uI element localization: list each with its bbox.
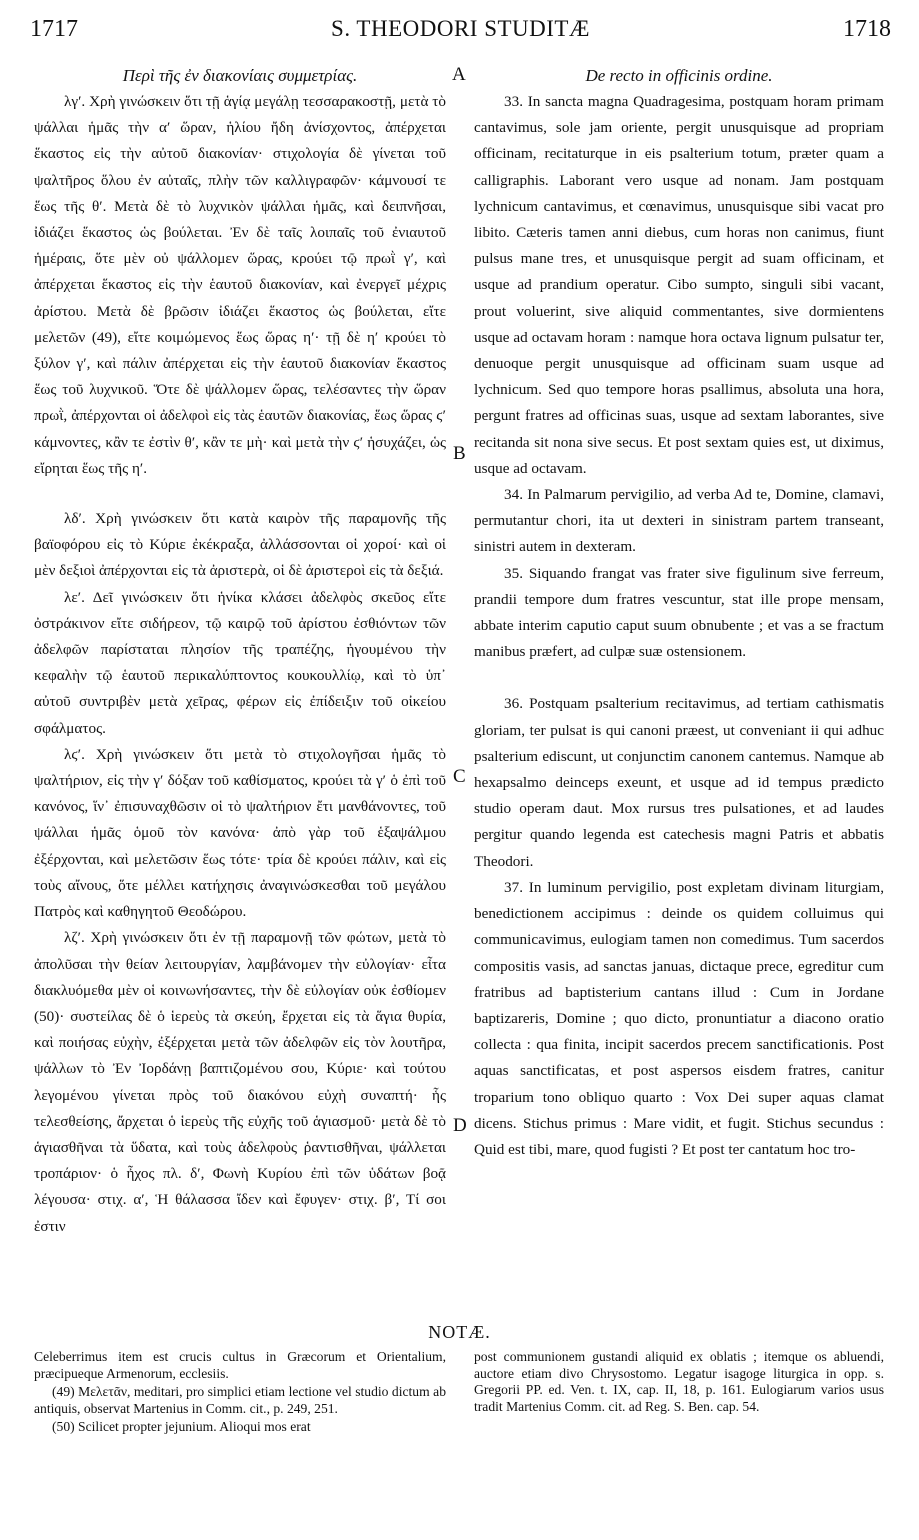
note-text: (50) Scilicet propter jejunium. Alioqui mos erat [52,1419,311,1434]
note-text: (49) Μελετᾶν, meditari, pro simplici etiam lectione vel studio dictum ab antiquis, observat Martenius in Comm. cit., p. 249, 251. [34,1384,446,1416]
notes-right-column [474,1349,884,1417]
left-page-number: 1717 [30,16,78,42]
margin-letter-b: B [453,443,466,464]
notes-title: NOTÆ. [428,1322,491,1342]
greek-section-title: Περὶ τῆς ἐν διακονίαις συμμετρίας. [122,66,358,85]
notes-left-column [34,1349,446,1438]
note-text: Celeberrimus item est crucis cultus in Græcorum et Orientalium, præcipueque Armenorum, ecclesiis. [34,1349,446,1381]
margin-letter-a: A [452,64,466,85]
latin-paragraph: 35. Siquando frangat vas frater sive figulinum sive ferreum, prandii tempore dum fratres vescuntur, stat ille prope mensam, abbate interim caputio caput suum obnubente ; et vas a se fractum manibus præfert, ad culpæ suæ ostensionem. [474,564,884,661]
greek-paragraph: λζʹ. Χρὴ γινώσκειν ὅτι ἐν τῇ παραμονῇ τῶν φώτων, μετὰ τὸ ἀπολῦσαι τὴν θείαν λειτουργίαν, λαμβάνομεν τὴν εὐλογίαν· εἶτα διακλυόμεθα μὲν οἱ κοινωνήσαντες, τὴν δὲ εὐλογίαν οὐκ ἐσθίομεν (50)· συστείλας δὲ ὁ ἱερεὺς τὰ σκεύη, ἔρχεται εἰς τὰ ἅγια θυρία, καὶ ποιήσας εὐχὴν, ἐξέρχεται μετὰ τῶν ἀδελφῶν εἰς τὸν λουτῆρα, ψάλλων τὸ Ἐν Ἰορδάνῃ βαπτιζομένου σου, Κύριε· καὶ τούτου λεγομένου γίνεται πρὸς τοῦ διακόνου εὐχὴ συναπτή· ἧς τελεσθείσης, ἄρχεται ὁ ἱερεὺς τῆς εὐχῆς τοῦ ἁγιασμοῦ· μετὰ δὲ τὸ ἁγιασθῆναι τὰ ὕδατα, καὶ τοὺς ἀδελφοὺς ῥαντισθῆναι, ψάλλεται τροπάριον· ὁ ἦχος πλ. δʹ, Φωνὴ Κυρίου ἐπὶ τῶν ὑδάτων βοᾷ λέγουσα· στιχ. αʹ, Ἡ θάλασσα ἴδεν καὶ ἔφυγεν· στιχ. βʹ, Τί σοι ἐστιν [34,929,446,1235]
greek-paragraph: λδʹ. Χρὴ γινώσκειν ὅτι κατὰ καιρὸν τῆς παραμονῆς τῆς βαϊοφόρου εἰς τὸ Κύριε ἐκέκραξα, ἀλλάσσονται οἱ χοροί· καὶ οἱ μὲν δεξιοὶ ἀπέρχονται εἰς τὰ ἀριστερὰ, οἱ δὲ ἀριστεροὶ εἰς τὰ δεξιά. [34,510,446,580]
page-header [30,16,891,52]
right-page-number: 1718 [843,16,891,42]
latin-paragraph: 33. In sancta magna Quadragesima, postquam horam primam cantavimus, sole jam oriente, pergit unusquisque ad propriam officinam, recitaturque in eis psalterium totum, præter quam a calligraphis. Laborant vero usque ad nonam. Jam postquam lychnicum cantavimus, et cœnavimus, unusquisque sibi vacat pro libito. Cæteris tamen anni diebus, cum horas non canimus, fiunt pulsus mane tres, et unusquisque pergit ad suam officinam, et usque ad prandium operatur. Cibo sumpto, singuli sibi vacant, prout voluerint, sive aliquid commentantes, sive dormientens usque ad octavam horam : namque hora octava lignum pulsatur ter, denuoque pergit unusquisque ad officinam suam usque ad lychnicum. Sed quo tempore horas psallimus, absoluta una hora, pergunt fratres ad officinas suas, usque ad sextam laborantes, sive recitanda sit nona sive secus. Et post sextam quies est, ut diximus, usque ad octavam. [474,93,884,477]
greek-paragraph: λϛʹ. Χρὴ γινώσκειν ὅτι μετὰ τὸ στιχολογῆσαι ἡμᾶς τὸ ψαλτήριον, εἰς τὴν γʹ δόξαν τοῦ καθίσματος, κρούει τὰ γʹ ὁ ἐπὶ τοῦ κανόνος, ἵν᾽ ἐπισυναχθῶσιν οἱ τὸ ψαλτήριον ἔτι μανθάνοντες, τοῦ ψάλλαι ἡμᾶς ὁμοῦ τὸν κανόνα· ἀπὸ γὰρ τοῦ ἑξαψάλμου ἐξέρχονται, καὶ μελετῶσιν ἕως τότε· τρία δὲ κρούει πάλιν, καὶ εἰς τοὺς αἴνους, ὅτε μέλλει κατήχησις ἀναγινώσκεσθαι τοῦ μεγάλου Πατρὸς καὶ καθηγητοῦ Θεοδώρου. [34,745,446,921]
latin-paragraph: 37. In luminum pervigilio, post expletam divinam liturgiam, benedictionem accipimus : deinde os quidem colluimus qui communicavimus, eulogiam tamen non comedimus. Tum sacerdos compositis vasis, ad sanctas januas, dictaque prece, egreditur cum fratribus ad baptisterium cantans illud : Cum in Jordane baptizareris, Domine ; quo dicto, pronuntiatur a diacono oratio collecta : qua finita, incipit sacerdos precem sanctificationis. Post aquas sanctificatas, et post aspersos eisdem fratres, canitur troparium tono obliquo quarto : Vox Dei super aquas clamat dicens. Stichus primus : Mare vidit, et fugit. Stichus secundus : Quid est tibi, mare, quod fugisti ? Et post ter cantatum hoc tro- [474,878,884,1158]
latin-paragraph: 36. Postquam psalterium recitavimus, ad tertiam cathismatis gloriam, ter pulsat is qui canoni præest, ut conveniant ii qui adhuc psalterium ediscunt, ut conjunctim canonem cantemus. Namque ab hexapsalmo deinceps exeunt, et usque ad id tempus prædicto studio operam daut. Mox rursus tres pulsationes, et ad laudes pergitur quando legenda est catechesis magni Patris et abbatis Theodori. [474,695,884,870]
greek-column [34,64,446,1240]
latin-paragraph: 34. In Palmarum pervigilio, ad verba Ad te, Domine, clamavi, permutantur chori, ita ut dexteri in sinistram partem transeant, sinistri autem in dexteram. [474,486,884,556]
margin-letter-c: C [453,766,466,787]
margin-letter-d: D [453,1115,467,1136]
running-title: S. THEODORI STUDITÆ [331,16,590,41]
greek-paragraph: λγʹ. Χρὴ γινώσκειν ὅτι τῇ ἁγίᾳ μεγάλῃ τεσσαρακοστῇ, μετὰ τὸ ψάλλαι ἡμᾶς τὴν αʹ ὥραν, ἡλίου ἤδη ἀνίσχοντος, ἀπέρχεται ἕκαστος εἰς τὴν αὐτοῦ διακονίαν· στιχολογία δὲ γίνεται τοῦ ψαλτῆρος ὅλου ἐν αὐταῖς, πλὴν τῶν καλλιγραφῶν· κάμνουσί τε ἕως τῆς θʹ. Μετὰ δὲ τὸ λυχνικὸν ψάλλαι ἡμᾶς, καὶ δειπνῆσαι, ἰδιάζει ἕκαστος ὡς βούλεται. Ἐν δὲ ταῖς λοιπαῖς τοῦ ἐνιαυτοῦ ἡμέραις, ὅτε μὲν οὐ ψάλλομεν ὥρας, κρούει τῷ πρωῒ γʹ, καὶ ἀπέρχεται ἕκαστος εἰς τὴν ἑαυτοῦ διακονίαν, καὶ ἐνεργεῖ μέχρις ἀρίστου. Μετὰ δὲ βρῶσιν ἰδιάζει ἕκαστος ὡς βούλεται, εἴτε μελετῶν (49), εἴτε κοιμώμενος ἕως ὥρας ηʹ· τῇ δὲ ηʹ κρούει τὸ ξύλον γʹ, καὶ πάλιν ἀπέρχεται εἰς τὴν ἑαυτοῦ διακονίαν ἕκαστος ἕως τοῦ λυχνικοῦ. Ὅτε δὲ ψάλλομεν ὥρας, τελέσαντες τὴν ὥραν πρωῒ, ἀπέρχονται οἱ ἀδελφοὶ εἰς τὰς ἑαυτῶν διακονίας, ἕως ὥρας ϛʹ κάμνοντες, κἂν τε ἐστὶν θʹ, κἂν τε μὴ· καὶ μετὰ τὴν ϛʹ ἡσυχάζει, ὡς εἴρηται ἕως τῆς ηʹ. [34,93,446,477]
note-text: post communionem gustandi aliquid ex oblatis ; itemque os abluendi, auctore etiam divo Chrysostomo. Legatur isagoge liturgica in opp. s. Gregorii PP. ed. Ven. t. IX, cap. II, 18, p. 161. Eulogiarum varios usus tradit Martenius Comm. cit. ad Reg. S. Ben. cap. 54. [474,1349,884,1414]
latin-section-title: De recto in officinis ordine. [585,66,773,85]
greek-paragraph: λεʹ. Δεῖ γινώσκειν ὅτι ἡνίκα κλάσει ἀδελφὸς σκεῦος εἴτε ὀστράκινον εἴτε σιδήρεον, τῷ καιρῷ τοῦ ἀρίστου ἐσθιόντων τῶν ἀδελφῶν παρίσταται πλησίον τῆς τραπέζης, ἡγουμένου τὴν κεφαλὴν τῷ ἑαυτοῦ περικαλύπτοντος κουκουλλίῳ, καὶ τὸ ὑπ᾽ αὐτοῦ συντριβὲν μετὰ χεῖρας, φέρων εἰς ἐπίδειξιν τοῦ οἰκείου σφάλματος. [34,588,446,737]
latin-column [474,64,884,1163]
